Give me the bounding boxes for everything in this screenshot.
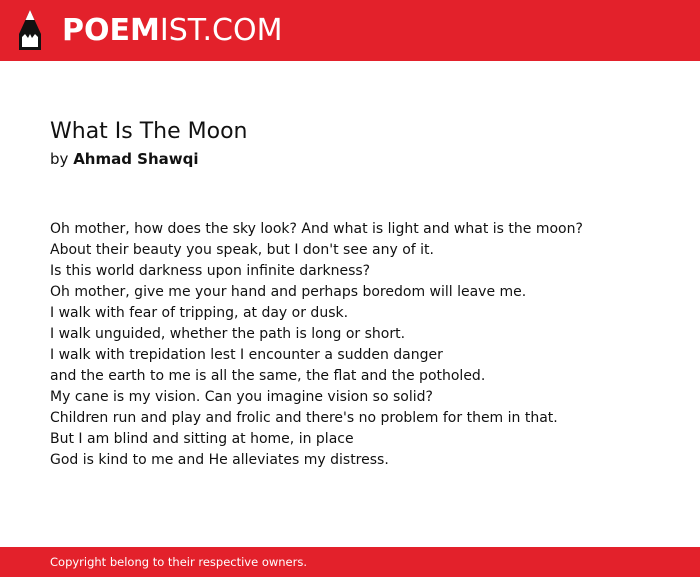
site-header — [0, 0, 700, 61]
poem-line: and the earth to me is all the same, the flat and the potholed. — [50, 368, 486, 384]
poem-line: Oh mother, how does the sky look? And what is light and what is the moon? — [50, 221, 583, 237]
by-label: by — [50, 150, 69, 168]
poem-author: Ahmad Shawqi — [73, 150, 199, 168]
poem-line: Oh mother, give me your hand and perhaps boredom will leave me. — [50, 284, 527, 300]
logo-bold-text: POEM — [62, 13, 160, 48]
poem-byline — [50, 148, 199, 170]
poem-line: I walk with trepidation lest I encounter a sudden danger — [50, 347, 443, 363]
poem-line: Is this world darkness upon infinite darkness? — [50, 263, 371, 279]
poem-line: I walk with fear of tripping, at day or dusk. — [50, 305, 349, 321]
poem-line: Children run and play and frolic and there's no problem for them in that. — [50, 410, 558, 426]
poem-body — [50, 219, 690, 471]
pencil-icon[interactable] — [18, 9, 42, 51]
poem-title: What Is The Moon — [50, 119, 248, 144]
poem-line: I walk unguided, whether the path is long or short. — [50, 326, 406, 342]
logo-light-text: IST.COM — [159, 13, 283, 48]
poem-line: God is kind to me and He alleviates my distress. — [50, 452, 389, 468]
site-footer — [0, 547, 700, 577]
site-logo[interactable] — [62, 12, 282, 50]
poem-line: About their beauty you speak, but I don't see any of it. — [50, 242, 434, 258]
poem-line: My cane is my vision. Can you imagine vision so solid? — [50, 389, 433, 405]
copyright-text: Copyright belong to their respective owners. — [50, 555, 308, 569]
poem-line: But I am blind and sitting at home, in place — [50, 431, 354, 447]
